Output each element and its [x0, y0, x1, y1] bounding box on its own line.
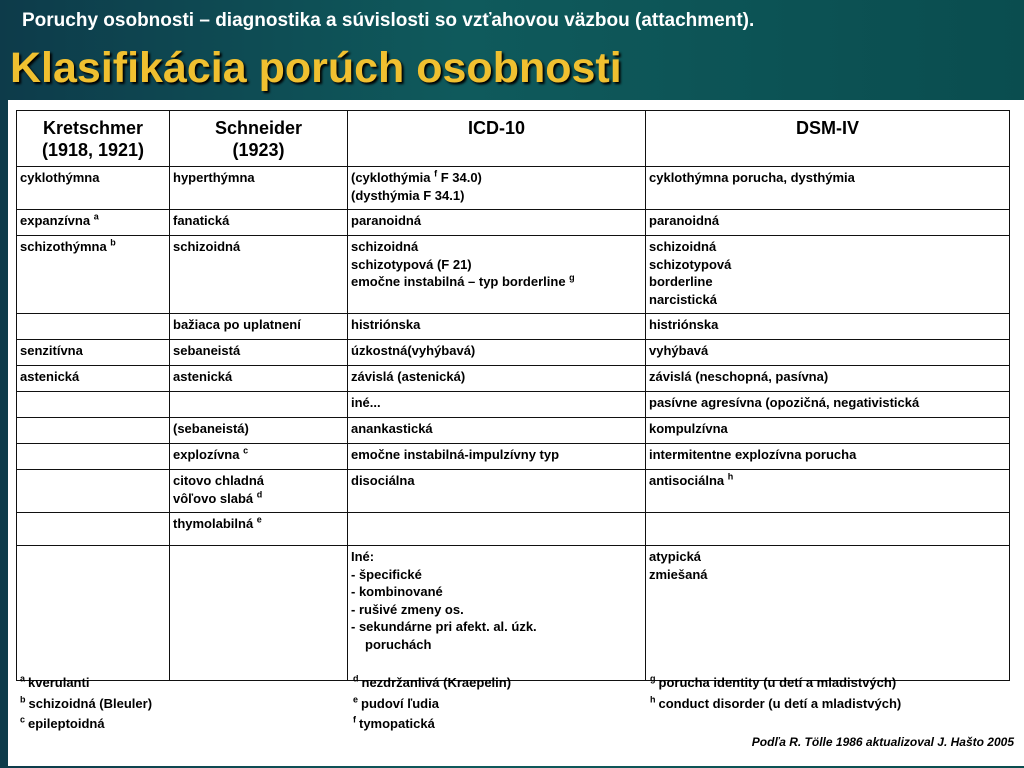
cell-line: citovo chladná	[173, 473, 265, 488]
cell-line: schizoidná	[649, 239, 717, 254]
cell-kretschmer	[17, 546, 170, 681]
cell-dsm4	[646, 340, 1010, 366]
cell-line: borderline	[649, 274, 713, 289]
footnote-marker: f	[353, 714, 356, 725]
header-icd10: ICD-10	[348, 111, 646, 167]
cell-line: astenická	[173, 369, 233, 384]
cell-dsm4	[646, 392, 1010, 418]
cell-line: - špecifické	[351, 566, 422, 582]
cell-line: paranoidná	[351, 213, 422, 228]
footnote-marker: a	[20, 673, 26, 684]
table-header-row	[17, 111, 1010, 167]
cell-schneider	[170, 340, 348, 366]
cell-line: vôľovo slabá $^d$	[173, 489, 263, 506]
footnote-marker: g	[650, 673, 656, 684]
footnote-marker: h	[727, 471, 734, 482]
cell-line: pasívne agresívna (opozičná, negativistická	[649, 395, 920, 410]
cell-schneider	[170, 314, 348, 340]
footnote-item: $^g$ porucha identity (u detí a mladistvých)	[650, 673, 897, 690]
cell-line: hyperthýmna	[173, 170, 255, 185]
classification-table	[16, 110, 1010, 681]
cell-line: emočne instabilná-impulzívny typ	[351, 447, 560, 462]
footnote-marker: g	[569, 272, 575, 283]
cell-icd10	[348, 546, 646, 681]
cell-line: závislá (astenická)	[351, 369, 466, 384]
table-row	[17, 513, 1010, 546]
cell-schneider	[170, 392, 348, 418]
cell-line: schizotypová	[649, 256, 732, 272]
footnotes-dsm	[650, 674, 901, 715]
table-row	[17, 470, 1010, 513]
source-credit: Podľa R. Tölle 1986 aktualizoval J. Hašto 2005	[751, 735, 1014, 749]
cell-line: Iné:	[351, 549, 375, 564]
header-kretschmer: Kretschmer (1918, 1921)	[17, 111, 170, 167]
cell-icd10	[348, 392, 646, 418]
cell-line: - rušivé zmeny os.	[351, 601, 464, 617]
cell-line: (sebaneistá)	[173, 421, 249, 436]
cell-kretschmer	[17, 392, 170, 418]
cell-dsm4	[646, 444, 1010, 470]
cell-dsm4	[646, 513, 1010, 546]
cell-schneider	[170, 236, 348, 314]
cell-line: kompulzívna	[649, 421, 728, 436]
cell-line: atypická	[649, 549, 702, 564]
cell-line: (cyklothýmia $^f$ F 34.0)	[351, 168, 482, 185]
cell-kretschmer	[17, 366, 170, 392]
cell-line: - kombinované	[351, 584, 443, 599]
cell-line: schizotypová (F 21)	[351, 256, 472, 272]
footnote-marker: d	[353, 673, 359, 684]
footnotes-kretschmer	[20, 674, 152, 736]
cell-line: - sekundárne pri afekt. al. úzk.	[351, 619, 537, 634]
cell-icd10	[348, 340, 646, 366]
cell-icd10	[348, 418, 646, 444]
cell-icd10	[348, 513, 646, 546]
table-row	[17, 418, 1010, 444]
cell-line: astenická	[20, 369, 80, 384]
cell-icd10	[348, 314, 646, 340]
cell-line: expanzívna $^a$	[20, 211, 99, 228]
cell-icd10	[348, 210, 646, 236]
cell-icd10	[348, 470, 646, 513]
slide-content	[8, 100, 1024, 766]
cell-schneider	[170, 546, 348, 681]
cell-line: anankastická	[351, 421, 433, 436]
cell-schneider	[170, 444, 348, 470]
cell-line: paranoidná	[649, 213, 720, 228]
cell-kretschmer	[17, 340, 170, 366]
cell-line: závislá (neschopná, pasívna)	[649, 369, 829, 384]
header-schneider: Schneider (1923)	[170, 111, 348, 167]
cell-dsm4	[646, 470, 1010, 513]
footnote-marker: c	[20, 714, 26, 725]
footnote-marker: f	[434, 168, 438, 179]
cell-line: vyhýbavá	[649, 343, 709, 358]
cell-icd10	[348, 167, 646, 210]
footnote-marker: c	[243, 445, 249, 456]
cell-dsm4	[646, 167, 1010, 210]
table-row	[17, 366, 1010, 392]
cell-line: histriónska	[649, 317, 719, 332]
footnotes-schneider	[353, 674, 511, 736]
cell-icd10	[348, 236, 646, 314]
cell-schneider	[170, 167, 348, 210]
footnote-item: $^a$ kverulanti	[20, 673, 90, 690]
header-dsm4: DSM-IV	[646, 111, 1010, 167]
cell-dsm4	[646, 546, 1010, 681]
cell-dsm4	[646, 366, 1010, 392]
cell-line: emočne instabilná – typ borderline $^g$	[351, 272, 575, 289]
cell-kretschmer	[17, 444, 170, 470]
cell-kretschmer	[17, 418, 170, 444]
footnote-marker: b	[110, 237, 116, 248]
footnote-marker: d	[256, 489, 263, 500]
cell-line: thymolabilná $^e$	[173, 514, 262, 531]
cell-kretschmer	[17, 513, 170, 546]
cell-icd10	[348, 444, 646, 470]
table-row	[17, 314, 1010, 340]
footnote-item: $^f$ tymopatická	[353, 714, 435, 731]
cell-line: cyklothýmna	[20, 170, 100, 185]
cell-line: histriónska	[351, 317, 421, 332]
cell-line: antisociálna $^h$	[649, 471, 734, 488]
cell-schneider	[170, 470, 348, 513]
cell-kretschmer	[17, 470, 170, 513]
table-row	[17, 236, 1010, 314]
footnote-item: $^d$ nezdržanlivá (Kraepelin)	[353, 673, 512, 690]
cell-line: zmiešaná	[649, 566, 708, 582]
footnote-item: $^e$ pudoví ľudia	[353, 694, 439, 711]
footnote-marker: e	[353, 694, 359, 705]
cell-icd10	[348, 366, 646, 392]
cell-line: schizoidná	[173, 239, 241, 254]
cell-line: schizoidná	[351, 239, 419, 254]
table-row	[17, 392, 1010, 418]
slide-subtitle: Poruchy osobnosti – diagnostika a súvislosti so vzťahovou väzbou (attachment).	[22, 10, 755, 31]
cell-line: poruchách	[365, 636, 432, 652]
footnote-marker: e	[256, 514, 262, 525]
cell-line: disociálna	[351, 473, 415, 488]
cell-line: explozívna $^c$	[173, 445, 249, 462]
cell-line: bažiaca po uplatnení	[173, 317, 301, 332]
footnote-item: $^c$ epileptoidná	[20, 714, 105, 731]
table-row	[17, 210, 1010, 236]
footnote-item: $^h$ conduct disorder (u detí a mladistvých)	[650, 694, 902, 711]
cell-dsm4	[646, 418, 1010, 444]
footnote-item: $^b$ schizoidná (Bleuler)	[20, 694, 153, 711]
cell-line: sebaneistá	[173, 343, 241, 358]
cell-schneider	[170, 513, 348, 546]
table-row	[17, 167, 1010, 210]
cell-dsm4	[646, 236, 1010, 314]
cell-line: narcistická	[649, 291, 717, 307]
cell-line: úzkostná(vyhýbavá)	[351, 343, 476, 358]
table-row	[17, 546, 1010, 681]
cell-schneider	[170, 366, 348, 392]
cell-line: senzitívna	[20, 343, 83, 358]
table-row	[17, 340, 1010, 366]
cell-schneider	[170, 418, 348, 444]
footnote-marker: h	[650, 694, 656, 705]
slide-title: Klasifikácia porúch osobnosti	[10, 44, 622, 92]
table-row	[17, 444, 1010, 470]
footnote-marker: b	[20, 694, 26, 705]
cell-kretschmer	[17, 167, 170, 210]
cell-kretschmer	[17, 314, 170, 340]
footnote-marker: a	[93, 211, 99, 222]
cell-schneider	[170, 210, 348, 236]
cell-line: iné...	[351, 395, 381, 410]
cell-line: fanatická	[173, 213, 230, 228]
cell-line: (dysthýmia F 34.1)	[351, 187, 465, 203]
cell-dsm4	[646, 314, 1010, 340]
cell-kretschmer	[17, 210, 170, 236]
cell-dsm4	[646, 210, 1010, 236]
cell-line: schizothýmna $^b$	[20, 237, 116, 254]
cell-kretschmer	[17, 236, 170, 314]
cell-line: intermitentne explozívna porucha	[649, 447, 857, 462]
cell-line: cyklothýmna porucha, dysthýmia	[649, 170, 855, 185]
